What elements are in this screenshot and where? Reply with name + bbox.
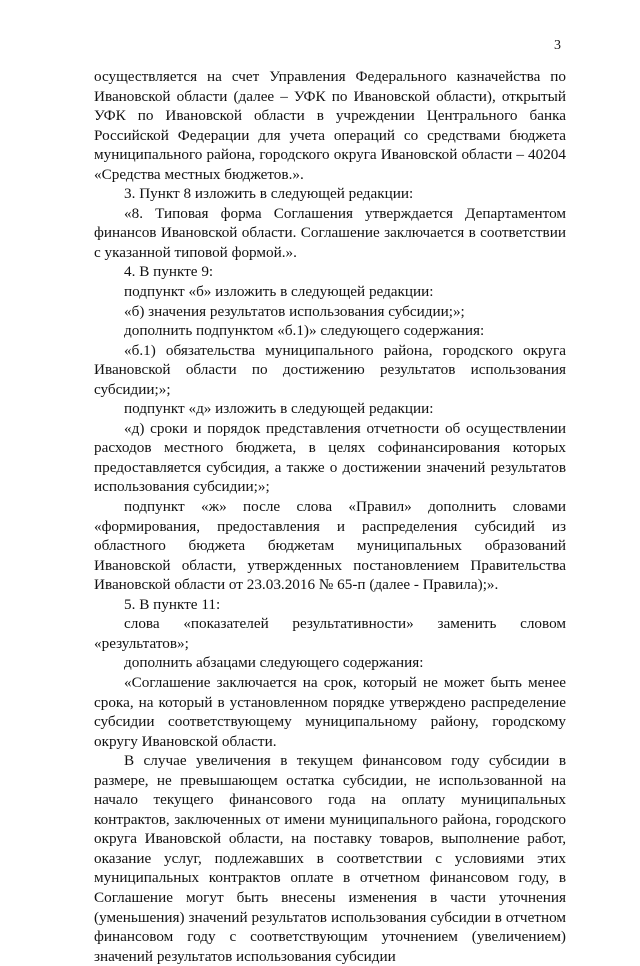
paragraph: подпункт «б» изложить в следующей редакции:	[124, 283, 434, 301]
paragraph: дополнить абзацами следующего содержания:	[124, 654, 424, 672]
paragraph: 5. В пункте 11:	[124, 595, 221, 613]
paragraph: 4. В пункте 9:	[124, 263, 214, 281]
paragraph: дополнить подпунктом «б.1)» следующего содержания:	[124, 322, 485, 340]
paragraph: «8. Типовая форма Соглашения утверждается Департаментом финансов Ивановской области. Соглашение заключается в соответствии с указанной типовой формой.».	[94, 204, 566, 261]
paragraph: подпункт «ж» после слова «Правил» дополнить словами «формирования, предоставления и распределения субсидий из областного бюджета бюджетам муниципальных образований Ивановской области, утвержденных постановлением Правительства Ивановской области от 23.03.2016 № 65-п (далее - Правила);».	[94, 498, 566, 594]
paragraph: слова «показателей результативности» заменить словом «результатов»;	[94, 615, 566, 652]
paragraph: «Соглашение заключается на срок, который не может быть менее срока, на который в установленном порядке утверждено распределение субсидии соответствующему муниципальному району, городскому округу Ивановской области.	[94, 673, 566, 750]
document-body	[94, 67, 566, 966]
paragraph: 3. Пункт 8 изложить в следующей редакции:	[124, 185, 414, 203]
paragraph: подпункт «д» изложить в следующей редакции:	[124, 400, 434, 418]
paragraph: «б.1) обязательства муниципального района, городского округа Ивановской области по достижению результатов использования субсидии;»;	[94, 341, 566, 398]
paragraph: осуществляется на счет Управления Федерального казначейства по Ивановской области (далее – УФК по Ивановской области), открытый УФК по Ивановской области в учреждении Центрального банка Российской Федерации для учета операций со средствами бюджета муниципального района, городского округа Ивановской области – 40204 «Средства местных бюджетов.».	[94, 68, 566, 183]
paragraph: «д) сроки и порядок представления отчетности об осуществлении расходов местного бюджета, в целях софинансирования которых предоставляется субсидия, а также о достижении значений результатов использования субсидии;»;	[94, 419, 566, 496]
paragraph: В случае увеличения в текущем финансовом году субсидии в размере, не превышающем остатка субсидии, не использованной на начало текущего финансового года на оплату муниципальных контрактов, заключенных от имени муниципального района, городского округа Ивановской области, на поставку товаров, выполнение работ, оказание услуг, подлежавших в соответствии с условиями этих муниципальных контрактов оплате в отчетном финансовом году, в Соглашение могут быть внесены изменения в части уточнения (уменьшения) значений результатов использования субсидии в отчетном финансовом году с соответствующим уточнением (увеличением) значений результатов использования субсидии	[94, 752, 566, 965]
page-number: 3	[554, 38, 561, 53]
paragraph: «б) значения результатов использования субсидии;»;	[124, 302, 465, 320]
